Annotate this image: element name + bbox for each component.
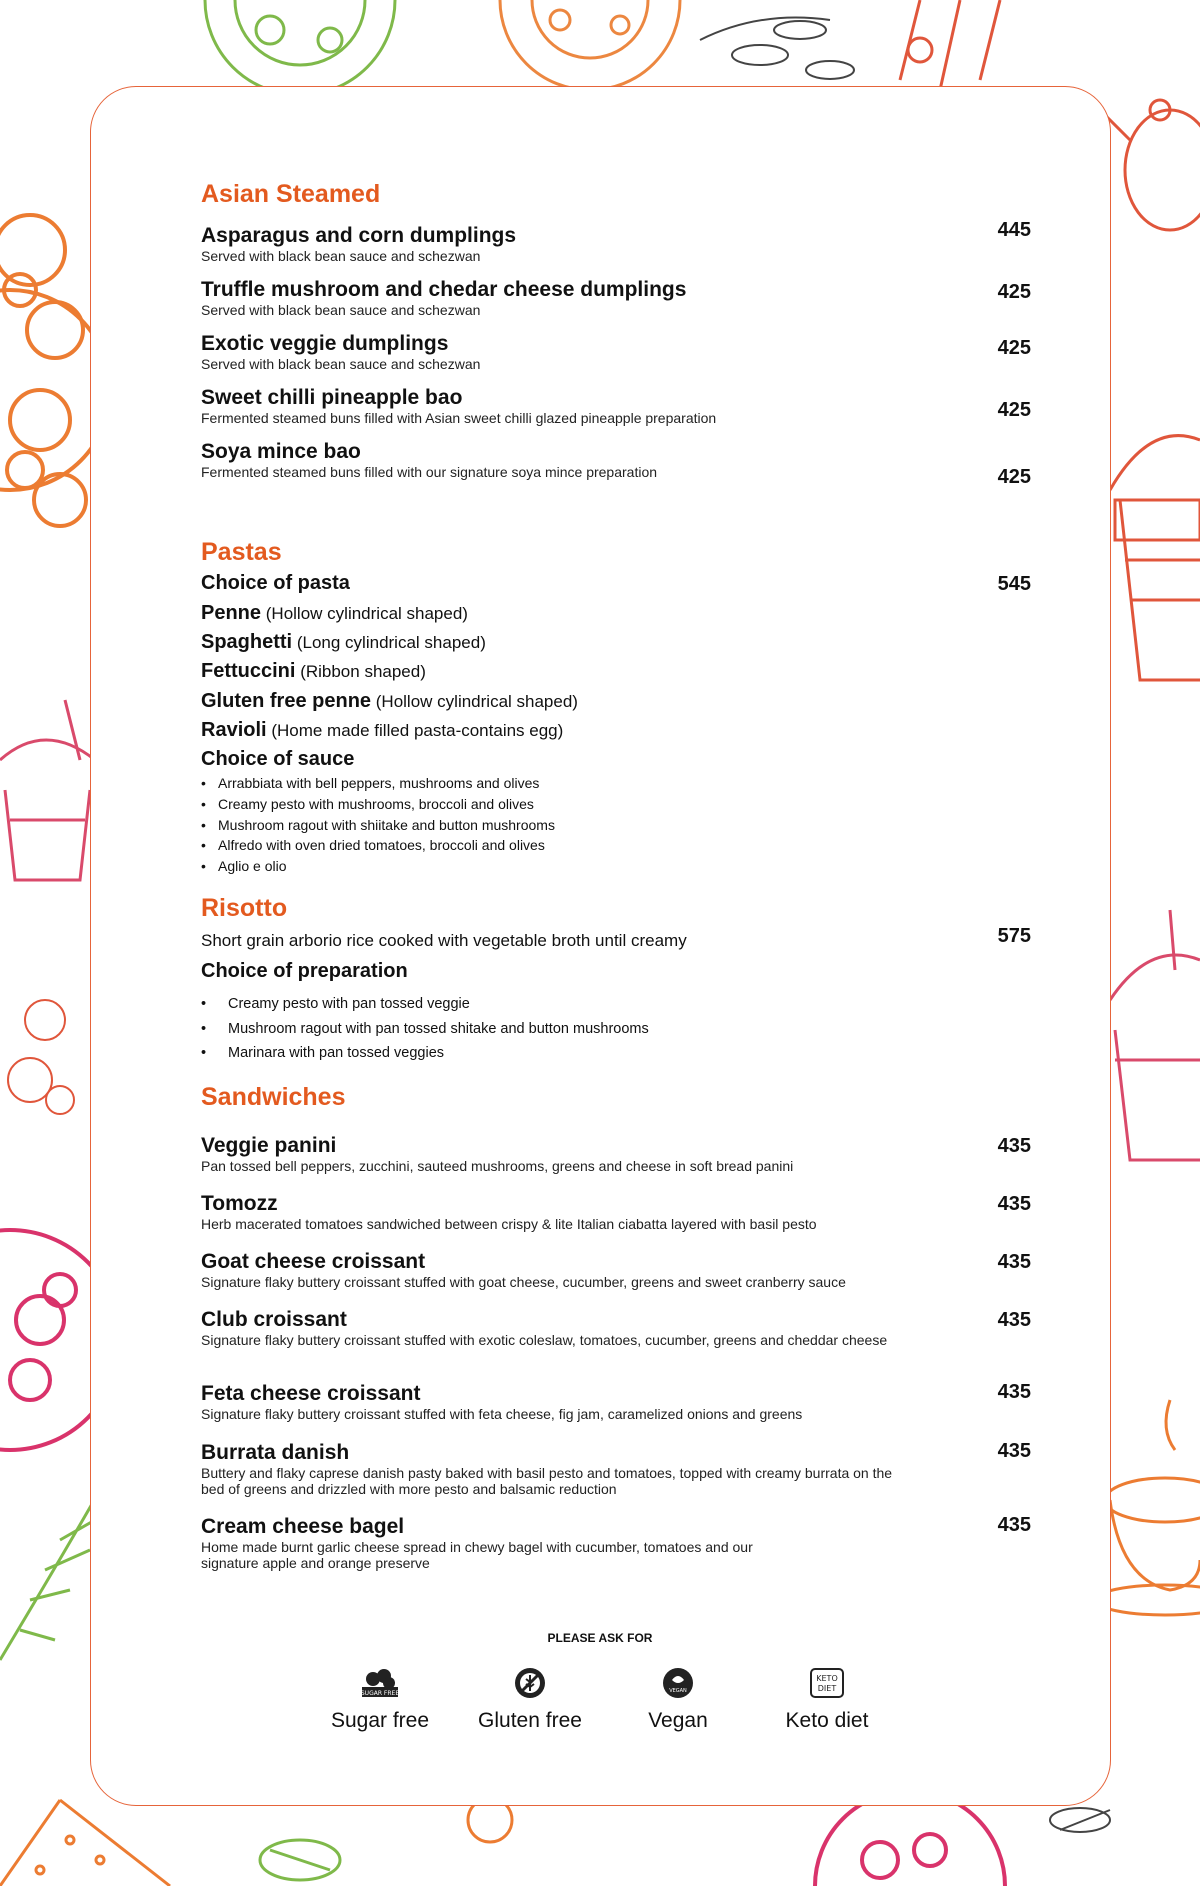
vegan-icon (661, 1666, 695, 1700)
item-price: 435 (997, 1514, 1031, 1536)
item-description: Home made burnt garlic cheese spread in chewy bagel with cucumber, tomatoes and our signature apple and orange preserve (201, 1539, 753, 1571)
item-description: Signature flaky buttery croissant stuffed with feta cheese, fig jam, caramelized onions and greens (201, 1406, 803, 1422)
sauce-option: • Mushroom ragout with shiitake and button mushrooms (201, 816, 555, 834)
item-name: Cream cheese bagel (201, 1515, 405, 1538)
section-title-asian-steamed: Asian Steamed (201, 180, 381, 208)
item-name: Veggie panini (201, 1134, 337, 1157)
item-name: Tomozz (201, 1192, 278, 1215)
item-price: 435 (997, 1309, 1031, 1331)
menu-item (201, 1134, 1031, 1174)
pasta-type: Gluten free penne (Hollow cylindrical shaped) (201, 690, 578, 712)
section-title-risotto: Risotto (201, 894, 288, 922)
item-price: 425 (997, 281, 1031, 303)
svg-text:VEGAN: VEGAN (669, 1688, 687, 1694)
choice-of-sauce-heading: Choice of sauce (201, 748, 355, 770)
pasta-price: 545 (997, 573, 1031, 595)
item-name: Club croissant (201, 1308, 347, 1331)
menu-item (201, 386, 1031, 426)
item-price: 425 (997, 337, 1031, 359)
item-description: Signature flaky buttery croissant stuffed with exotic coleslaw, tomatoes, cucumber, greens and cheddar cheese (201, 1332, 888, 1348)
legend-sugar-free (305, 1666, 455, 1734)
sauce-option: • Creamy pesto with mushrooms, broccoli and olives (201, 795, 534, 813)
item-price: 435 (997, 1251, 1031, 1273)
gluten-free-icon (513, 1666, 547, 1700)
legend-label: Vegan (648, 1709, 708, 1732)
item-price: 435 (997, 1135, 1031, 1157)
legend-label: Keto diet (785, 1709, 869, 1732)
item-name: Asparagus and corn dumplings (201, 224, 517, 247)
item-description: Fermented steamed buns filled with Asian sweet chilli glazed pineapple preparation (201, 410, 717, 426)
item-price: 445 (997, 219, 1031, 241)
sauce-option: • Aglio e olio (201, 857, 287, 875)
menu-item (201, 1382, 1031, 1422)
item-price: 425 (997, 399, 1031, 421)
item-description: Served with black bean sauce and schezwan (201, 248, 481, 264)
item-price: 435 (997, 1440, 1031, 1462)
item-name: Feta cheese croissant (201, 1382, 421, 1405)
item-name: Burrata danish (201, 1441, 350, 1464)
menu-content (201, 0, 1031, 1886)
item-description: Signature flaky buttery croissant stuffed with goat cheese, cucumber, greens and sweet cranberry sauce (201, 1274, 846, 1290)
item-price: 425 (997, 466, 1031, 488)
menu-item (201, 440, 1031, 488)
risotto-description: Short grain arborio rice cooked with vegetable broth until creamy (201, 931, 687, 950)
keto-diet-icon (807, 1666, 847, 1700)
section-title-sandwiches: Sandwiches (201, 1083, 346, 1111)
risotto-price: 575 (997, 925, 1031, 947)
preparation-option: • Creamy pesto with pan tossed veggie (201, 995, 470, 1013)
menu-item (201, 1250, 1031, 1290)
sugar-free-icon (358, 1666, 402, 1700)
preparation-option: • Mushroom ragout with pan tossed shitake and button mushrooms (201, 1020, 649, 1038)
item-description: Served with black bean sauce and schezwan (201, 302, 481, 318)
menu-item (201, 219, 1031, 264)
choice-of-preparation-heading: Choice of preparation (201, 960, 408, 982)
item-description: Buttery and flaky caprese danish pasty baked with basil pesto and tomatoes, topped with creamy burrata on the bed of greens and drizzled with more pesto and balsamic reduction (201, 1465, 893, 1497)
item-name: Exotic veggie dumplings (201, 332, 449, 355)
menu-item (201, 278, 1031, 318)
menu-item (201, 1192, 1031, 1232)
sauce-option: • Arrabbiata with bell peppers, mushrooms and olives (201, 774, 539, 792)
item-description: Herb macerated tomatoes sandwiched between crispy & lite Italian ciabatta layered with basil pesto (201, 1216, 817, 1232)
item-description: Served with black bean sauce and schezwan (201, 356, 481, 372)
item-price: 435 (997, 1193, 1031, 1215)
pasta-type: Penne (Hollow cylindrical shaped) (201, 602, 468, 624)
item-description: Fermented steamed buns filled with our signature soya mince preparation (201, 464, 658, 480)
item-name: Sweet chilli pineapple bao (201, 386, 463, 409)
sauce-option: • Alfredo with oven dried tomatoes, broccoli and olives (201, 836, 545, 854)
svg-text:SUGAR FREE: SUGAR FREE (360, 1690, 400, 1697)
menu-item (201, 1514, 1031, 1571)
pasta-type: Ravioli (Home made filled pasta-contains egg) (201, 719, 564, 741)
item-name: Goat cheese croissant (201, 1250, 426, 1273)
svg-text:DIET: DIET (817, 1684, 837, 1693)
legend-label: Gluten free (478, 1709, 582, 1732)
menu-item (201, 332, 1031, 372)
legend-vegan (603, 1666, 753, 1734)
preparation-option: • Marinara with pan tossed veggies (201, 1044, 444, 1062)
item-description: Pan tossed bell peppers, zucchini, sauteed mushrooms, greens and cheese in soft bread panini (201, 1158, 794, 1174)
legend-gluten-free (455, 1666, 605, 1734)
pasta-type: Spaghetti (Long cylindrical shaped) (201, 631, 486, 653)
menu-item (201, 1308, 1031, 1348)
svg-text:KETO: KETO (816, 1674, 838, 1683)
please-ask-for-heading: PLEASE ASK FOR (547, 1631, 653, 1645)
menu-item (201, 1440, 1031, 1497)
item-name: Truffle mushroom and chedar cheese dumplings (201, 278, 687, 301)
legend-keto-diet (752, 1666, 902, 1734)
choice-of-pasta-heading: Choice of pasta (201, 572, 350, 594)
item-name: Soya mince bao (201, 440, 361, 463)
pasta-type: Fettuccini (Ribbon shaped) (201, 660, 426, 682)
item-price: 435 (997, 1381, 1031, 1403)
legend-label: Sugar free (330, 1709, 430, 1732)
section-title-pastas: Pastas (201, 538, 282, 566)
